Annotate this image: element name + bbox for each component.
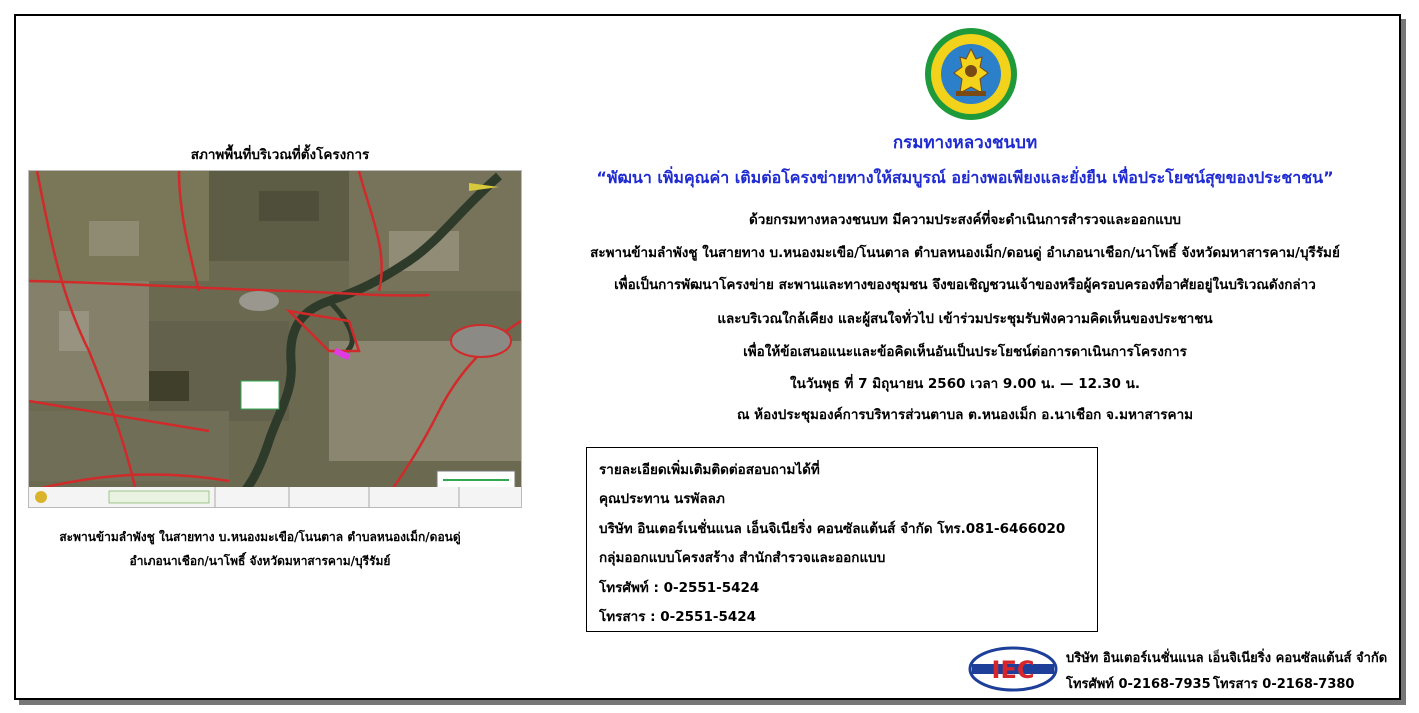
announcement-line-1: ด้วยกรมทางหลวงชนบท มีความประสงค์ที่จะดำเนินการสำรวจและออกแบบ [749,212,1181,228]
footer-phone: โทรศัพท์ 0-2168-7935 [1066,677,1211,692]
contact-phone: โทรศัพท์ : 0-2551-5424 [599,580,760,596]
department-motto: “พัฒนา เพิ่มคุณค่า เติมต่อโครงข่ายทางให้สมบูรณ์ อย่างพอเพียงและยั่งยืน เพื่อประโยชน์สุขของประชาชน” [596,168,1334,187]
map-caption-bottom-1: สะพานข้ามลำพังชู ในสายทาง บ.หนองมะเขือ/โนนตาล ตำบลหนองเม็ก/ดอนดู่ [59,530,461,544]
footer-fax: โทรสาร 0-2168-7380 [1213,677,1355,692]
contact-name: คุณประทาน นรพัลลภ [599,491,725,507]
department-title: กรมทางหลวงชนบท [892,133,1038,153]
department-seal-logo [924,27,1018,121]
iec-logo-text: IEC [991,656,1035,684]
footer-company: บริษัท อินเตอร์เนชั่นแนล เอ็นจิเนียริ่ง คอนซัลแต้นส์ จำกัด [1066,651,1388,666]
map-caption-bottom-2: อำเภอนาเชือก/นาโพธิ์ จังหวัดมหาสารคาม/บุรีรัมย์ [129,554,391,568]
contact-heading: รายละเอียดเพิ่มเติมติดต่อสอบถามได้ที่ [599,462,820,478]
announcement-line-4: และบริเวณใกล้เคียง และผู้สนใจทั่วไป เข้าร่วมประชุมรับฟังความคิดเห็นของประชาชน [717,311,1213,327]
meeting-venue: ณ ห้องประชุมองค์การบริหารส่วนตาบล ต.หนองเม็ก อ.นาเชือก จ.มหาสารคาม [736,407,1194,423]
contact-box [586,447,1098,632]
satellite-map-image [28,170,522,508]
announcement-line-3: เพื่อเป็นการพัฒนาโครงข่าย สะพานและทางของชุมชน จึงขอเชิญชวนเจ้าของหรือผู้ครอบครองที่อาศัยอยู่ในบริเวณดังกล่าว [614,277,1316,293]
meeting-date: ในวันพุธ ที่ 7 มิถุนายน 2560 เวลา 9.00 น. — 12.30 น. [790,376,1140,392]
contact-division: กลุ่มออกแบบโครงสร้าง สำนักสำรวจและออกแบบ [599,550,886,566]
map-caption-top: สภาพพื้นที่บริเวณที่ตั้งโครงการ [190,147,370,163]
announcement-line-2: สะพานข้ามลำพังชู ในสายทาง บ.หนองมะเขือ/โนนตาล ตำบลหนองเม็ก/ดอนดู่ อำเภอนาเชือก/นาโพธิ์ จังหวัดมหาสารคาม/บุรีรัมย์ [590,245,1340,261]
contact-company: บริษัท อินเตอร์เนชั่นแนล เอ็นจิเนียริ่ง คอนซัลแต้นส์ จำกัด โทร.081-6466020 [599,521,1066,537]
contact-fax: โทรสาร : 0-2551-5424 [599,609,757,625]
iec-logo [968,646,1058,692]
announcement-line-5: เพื่อให้ข้อเสนอแนะและข้อคิดเห็นอันเป็นประโยชน์ต่อการดาเนินการโครงการ [743,344,1187,360]
